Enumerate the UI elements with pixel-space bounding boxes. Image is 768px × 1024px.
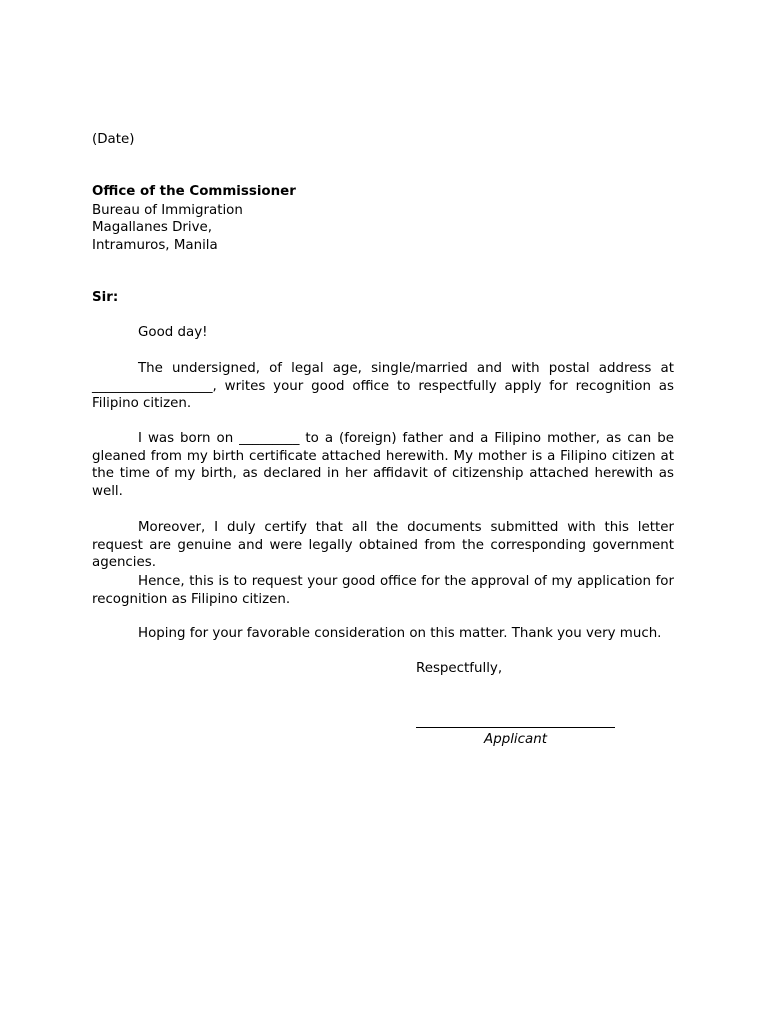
body-paragraph-2: I was born on _________ to a (foreign) father and a Filipino mother, as can be gleaned from my birth certificate attached herewith. My mother is a Filipino citizen at the time of my birth, as declared in her affidavit of citizenship attached herewith as well. [92,431,674,499]
signature-line [416,727,615,728]
date-line: (Date) [92,132,135,147]
recipient-street: Magallanes Drive, [92,220,213,235]
recipient-city: Intramuros, Manila [92,238,218,253]
recipient-office: Office of the Commissioner [92,184,296,199]
body-paragraph-4: Hence, this is to request your good office for the approval of my application for recognition as Filipino citizen. [92,574,674,607]
body-paragraph-1: The undersigned, of legal age, single/married and with postal address at __________________, writes your good office to respectfully apply for recognition as Filipino citizen. [92,361,674,411]
signature-label: Applicant [484,732,547,747]
greeting: Good day! [138,325,208,340]
closing: Respectfully, [416,661,503,676]
recipient-bureau: Bureau of Immigration [92,203,243,218]
body-paragraph-5: Hoping for your favorable consideration on this matter. Thank you very much. [138,626,662,641]
salutation: Sir: [92,290,119,305]
body-paragraph-3: Moreover, I duly certify that all the documents submitted with this letter request are genuine and were legally obtained from the corresponding government agencies. [92,520,674,570]
